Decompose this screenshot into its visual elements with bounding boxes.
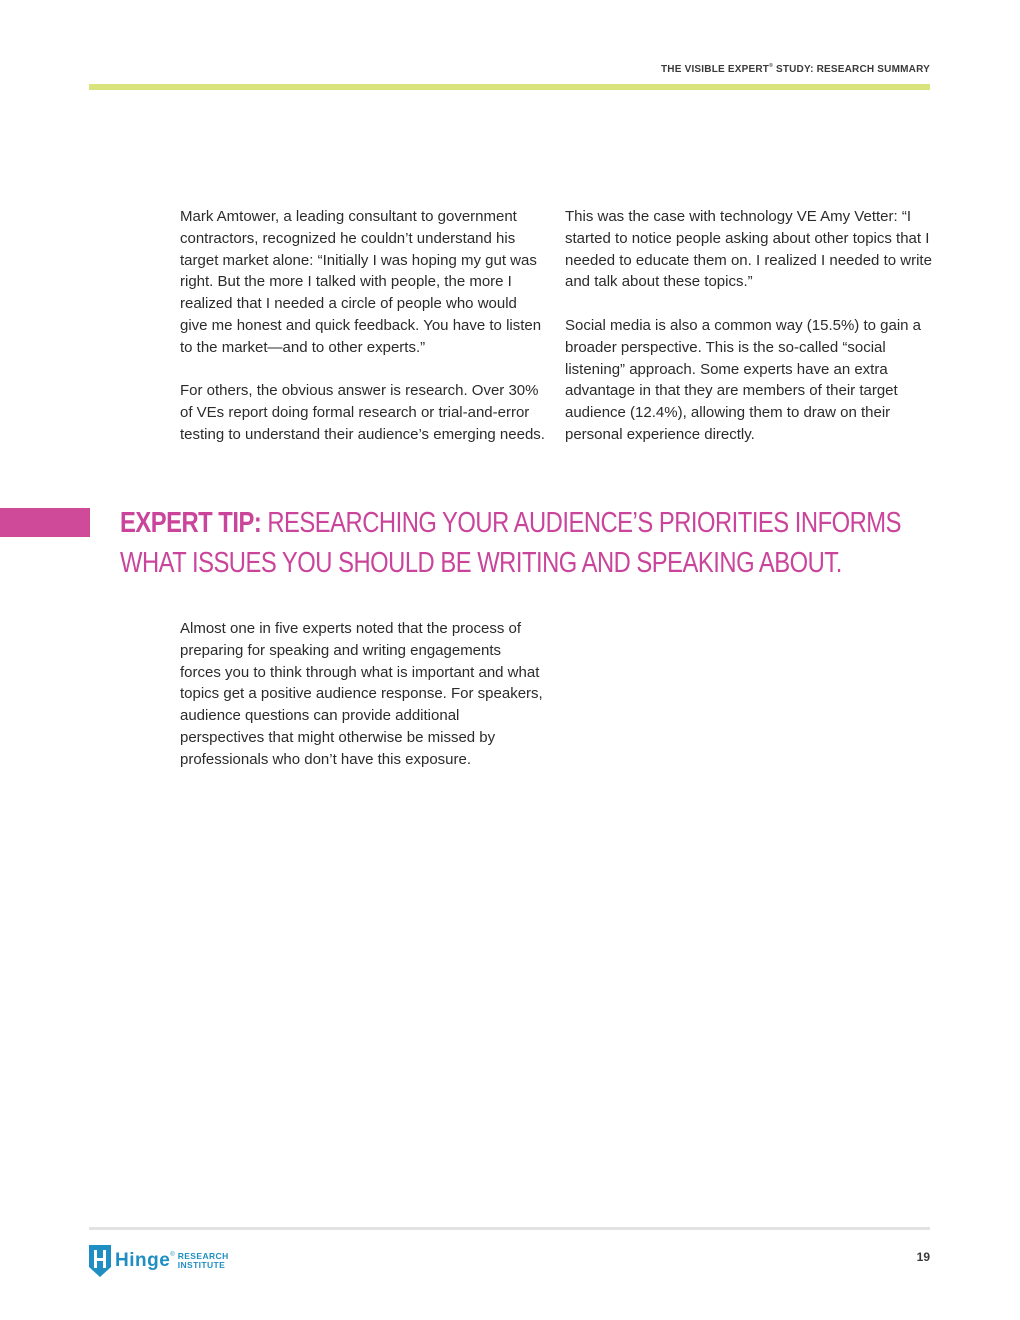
bottom-paragraph-1: Almost one in five experts noted that the process of preparing for speaking and writing engagements forces you to think through what is important and what topics get a positive audience response. For speakers, audience questions can provide additional perspectives that might otherwise be missed by professionals who don’t have this exposure. <box>180 620 543 768</box>
expert-tip-line-1 <box>120 503 901 543</box>
expert-tip-text-2: WHAT ISSUES YOU SHOULD BE WRITING AND SPEAKING ABOUT. <box>120 547 842 579</box>
running-header-subtitle: STUDY: RESEARCH SUMMARY <box>772 64 930 75</box>
left-paragraph-2: For others, the obvious answer is research. Over 30% of VEs report doing formal research or trial-and-error testing to understand their audience’s emerging needs. <box>180 382 545 443</box>
page-number: 19 <box>916 1250 930 1264</box>
right-paragraph-1: This was the case with technology VE Amy Vetter: “I started to notice people asking about other topics that I needed to educate them on. I realized I needed to write and talk about these topics.” <box>565 208 932 291</box>
running-header <box>661 64 930 75</box>
expert-tip-heading <box>120 503 901 583</box>
trademark-mark: ® <box>769 63 773 69</box>
logo-subtitle-line-1: RESEARCH <box>177 1251 229 1261</box>
expert-tip-accent-bar <box>0 508 90 537</box>
header-rule <box>89 84 930 90</box>
left-paragraph-1: Mark Amtower, a leading consultant to government contractors, recognized he couldn’t understand his target market alone: “Initially I was hoping my gut was right. But the more I talked with people, the more I realized that I needed a circle of people who would give me honest and quick feedback. You have to listen to the market—and to other experts.” <box>180 208 542 356</box>
logo-wordmark: Hinge <box>115 1250 171 1271</box>
running-header-title: THE VISIBLE EXPERT <box>661 64 770 75</box>
logo-subtitle-line-2: INSTITUTE <box>177 1260 226 1270</box>
right-paragraph-2: Social media is also a common way (15.5%) to gain a broader perspective. This is the so-called “social listening” approach. Some experts have an extra advantage in that they are members of their target audience (12.4%), allowing them to draw on their personal experience directly. <box>565 316 922 443</box>
logo-subtitle <box>178 1252 229 1270</box>
expert-tip-label: EXPERT TIP: <box>120 507 262 539</box>
right-column <box>565 206 935 468</box>
logo-registered-mark: ® <box>170 1252 175 1258</box>
hinge-shield-icon <box>89 1245 111 1277</box>
bottom-column <box>180 618 546 792</box>
left-column <box>180 206 546 468</box>
footer-rule <box>89 1227 930 1230</box>
expert-tip-text-1: RESEARCHING YOUR AUDIENCE’S PRIORITIES INFORMS <box>261 507 901 539</box>
hinge-logo <box>89 1244 229 1278</box>
